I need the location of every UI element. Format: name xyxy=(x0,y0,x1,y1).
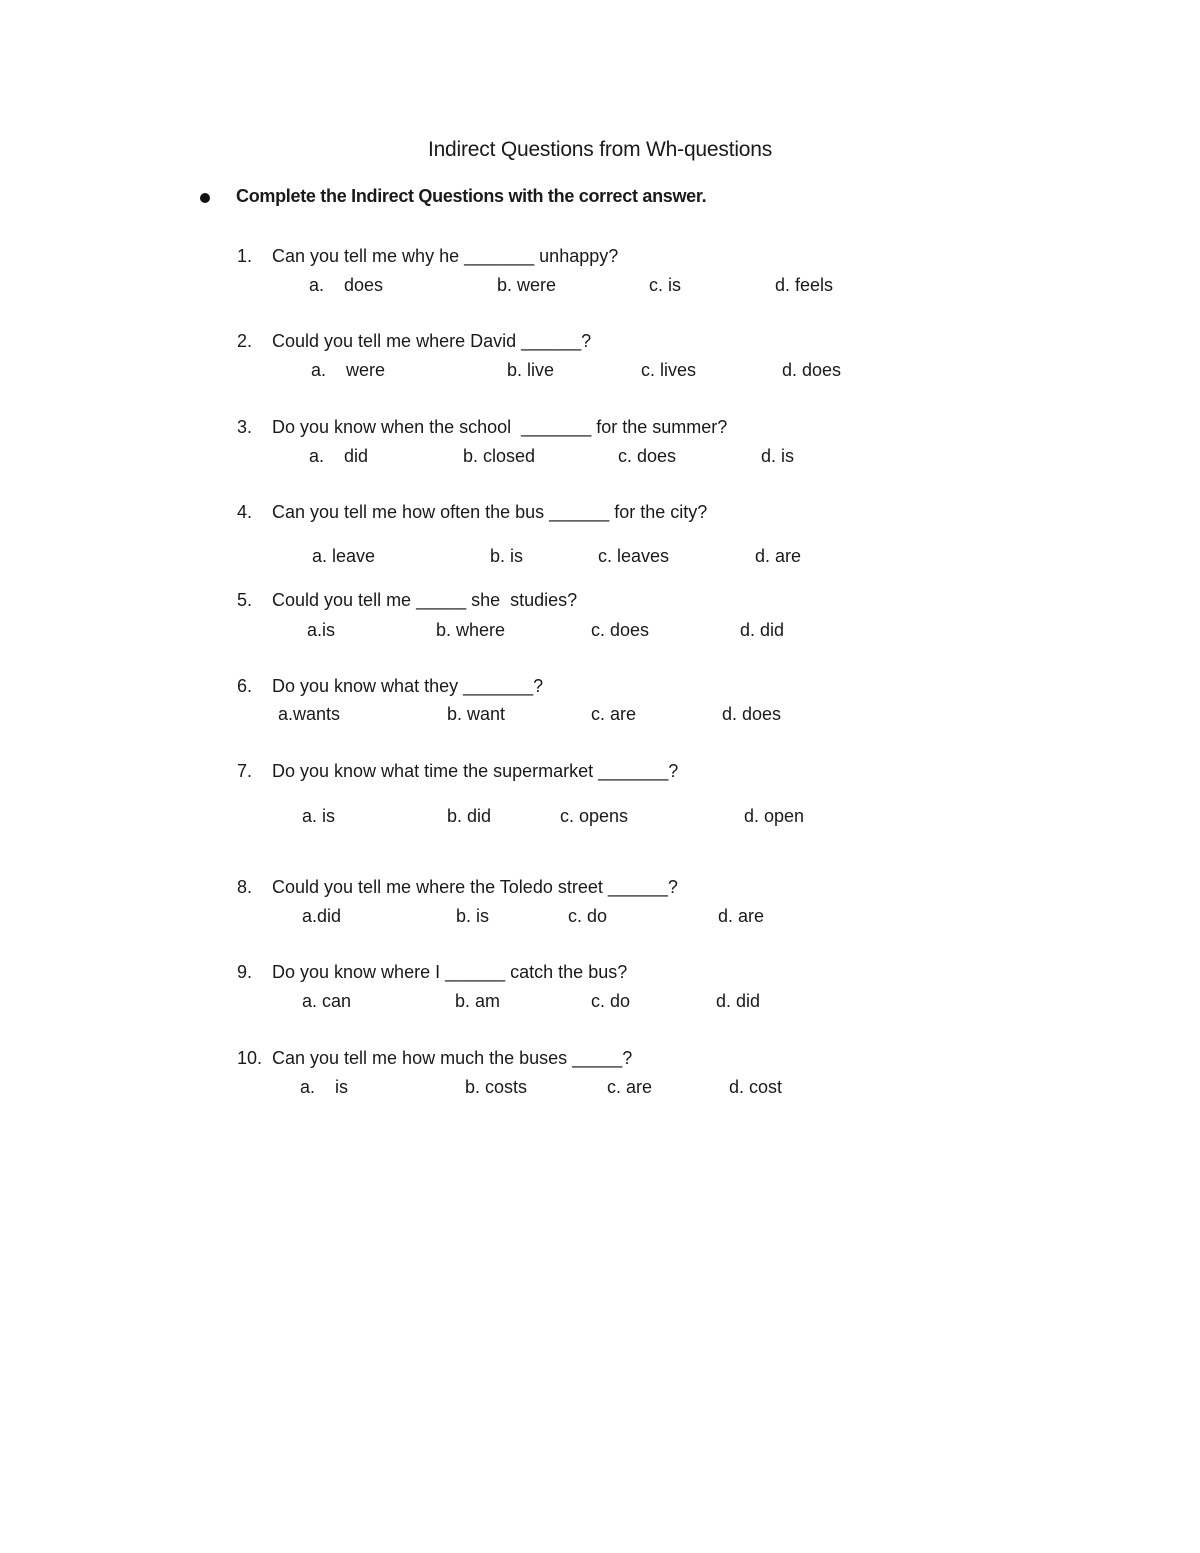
option-b: b. want xyxy=(447,704,506,724)
option-a: a. were xyxy=(311,360,386,380)
option-c: c. do xyxy=(568,906,608,926)
question-text: Can you tell me why he _______ unhappy? xyxy=(272,246,619,266)
option-c: c. is xyxy=(649,275,682,295)
question-number: 7. xyxy=(237,761,253,781)
option-b: b. is xyxy=(490,546,524,566)
option-c: c. does xyxy=(618,446,677,466)
option-a: a. did xyxy=(309,446,369,466)
option-b: b. did xyxy=(447,806,492,826)
option-c: c. leaves xyxy=(598,546,670,566)
question-number: 4. xyxy=(237,502,253,522)
option-d: d. did xyxy=(740,620,785,640)
page-title: Indirect Questions from Wh-questions xyxy=(427,138,773,161)
option-d: d. are xyxy=(755,546,802,566)
option-a: a. can xyxy=(302,991,352,1011)
option-c: c. are xyxy=(607,1077,653,1097)
option-d: d. does xyxy=(722,704,782,724)
option-b: b. were xyxy=(497,275,557,295)
option-a: a. is xyxy=(300,1077,349,1097)
bullet-icon xyxy=(200,193,210,203)
option-c: c. opens xyxy=(560,806,629,826)
question-text: Can you tell me how often the bus ______ for the city? xyxy=(272,502,708,522)
option-b: b. where xyxy=(436,620,506,640)
question-text: Do you know what they _______? xyxy=(272,676,544,696)
question-text: Can you tell me how much the buses _____? xyxy=(272,1048,633,1068)
option-d: d. open xyxy=(744,806,805,826)
option-a: a. is xyxy=(302,806,336,826)
question-text: Could you tell me where the Toledo street ______? xyxy=(272,877,678,897)
question-text: Do you know what time the supermarket _______? xyxy=(272,761,679,781)
option-d: d. does xyxy=(782,360,842,380)
question-number: 2. xyxy=(237,331,253,351)
question-number: 9. xyxy=(237,962,253,982)
question-number: 8. xyxy=(237,877,253,897)
instruction-text: Complete the Indirect Questions with the correct answer. xyxy=(236,186,707,206)
option-a: a. leave xyxy=(312,546,376,566)
question-text: Do you know when the school _______ for the summer? xyxy=(272,417,728,437)
option-b: b. am xyxy=(455,991,501,1011)
option-d: d. is xyxy=(761,446,795,466)
option-a: a.did xyxy=(302,906,342,926)
option-d: d. cost xyxy=(729,1077,783,1097)
option-a: a.wants xyxy=(278,704,341,724)
question-text: Do you know where I ______ catch the bus? xyxy=(272,962,628,982)
question-number: 10. xyxy=(237,1048,263,1068)
option-c: c. lives xyxy=(641,360,697,380)
option-d: d. are xyxy=(718,906,765,926)
option-a: a.is xyxy=(307,620,336,640)
option-c: c. are xyxy=(591,704,637,724)
option-b: b. is xyxy=(456,906,490,926)
option-b: b. live xyxy=(507,360,555,380)
option-d: d. feels xyxy=(775,275,834,295)
question-number: 1. xyxy=(237,246,253,266)
question-number: 6. xyxy=(237,676,253,696)
option-b: b. costs xyxy=(465,1077,528,1097)
option-c: c. do xyxy=(591,991,631,1011)
question-text: Could you tell me where David ______? xyxy=(272,331,592,351)
question-text: Could you tell me _____ she studies? xyxy=(272,590,578,610)
question-number: 3. xyxy=(237,417,253,437)
option-a: a. does xyxy=(309,275,384,295)
question-number: 5. xyxy=(237,590,253,610)
option-c: c. does xyxy=(591,620,650,640)
option-b: b. closed xyxy=(463,446,536,466)
option-d: d. did xyxy=(716,991,761,1011)
